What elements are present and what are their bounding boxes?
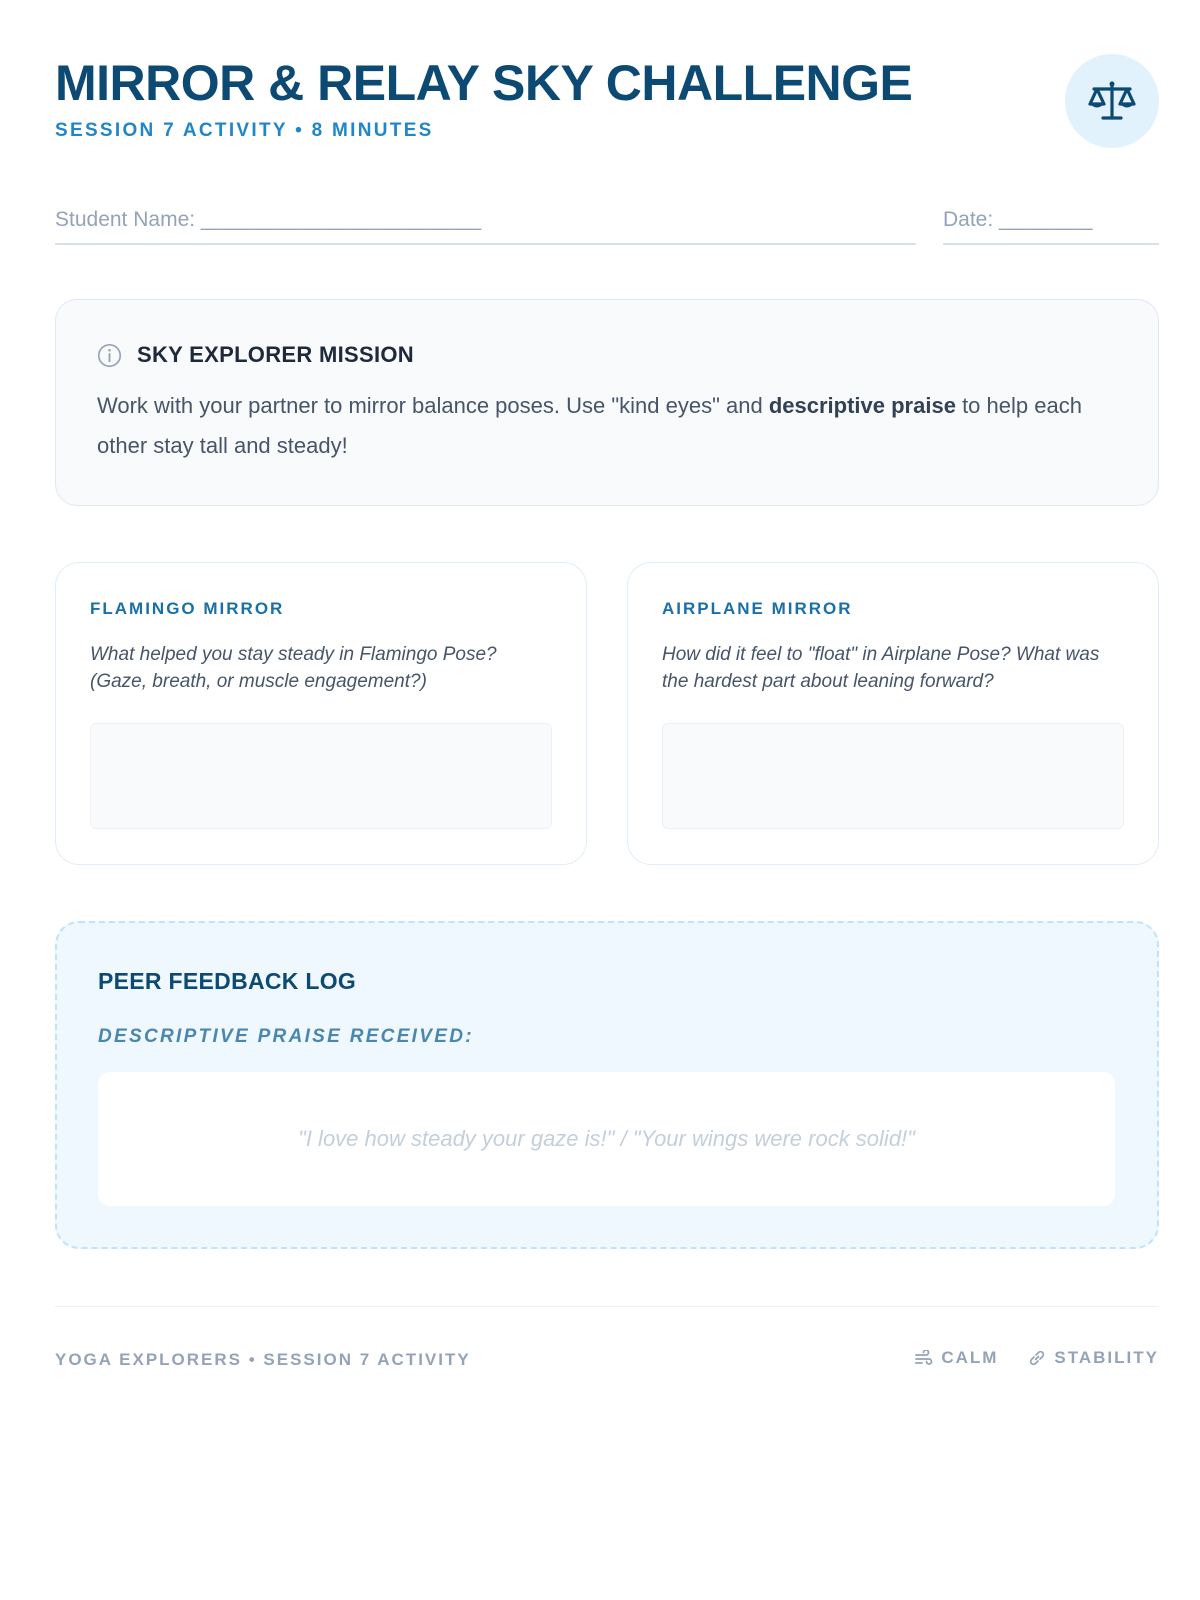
praise-placeholder: "I love how steady your gaze is!" / "Your wings were rock solid!" — [298, 1126, 915, 1151]
footer-divider — [55, 1306, 1159, 1307]
feedback-subtitle: DESCRIPTIVE PRAISE RECEIVED: — [98, 1026, 474, 1047]
info-icon — [97, 343, 122, 368]
date-field[interactable]: Date: ________ — [943, 205, 1159, 245]
student-name-field[interactable]: Student Name: ________________________ — [55, 205, 916, 245]
mission-text-emphasis: descriptive praise — [768, 393, 956, 418]
link-icon — [1028, 1349, 1046, 1367]
wind-icon — [915, 1350, 933, 1366]
footer-tags — [885, 1348, 1159, 1368]
logo-badge — [1065, 54, 1159, 148]
mission-title: SKY EXPLORER MISSION — [137, 342, 414, 367]
mission-text — [97, 386, 1107, 466]
card-prompt: How did it feel to "float" in Airplane Pose? What was the hardest part about leaning forward? — [662, 644, 1100, 692]
page-subtitle: SESSION 7 ACTIVITY • 8 MINUTES — [55, 120, 434, 141]
mission-card — [55, 299, 1159, 506]
mission-header — [97, 342, 414, 368]
airplane-mirror-card — [627, 562, 1159, 865]
balance-scale-icon — [1087, 78, 1137, 124]
praise-input-box[interactable] — [98, 1072, 1115, 1206]
tag-label: STABILITY — [1054, 1348, 1159, 1367]
airplane-answer-box[interactable] — [662, 723, 1124, 829]
card-prompt: What helped you stay steady in Flamingo Pose? (Gaze, breath, or muscle engagement?) — [90, 644, 497, 692]
stability-tag — [1028, 1348, 1159, 1368]
footer-text: YOGA EXPLORERS • SESSION 7 ACTIVITY — [55, 1350, 471, 1369]
card-label: AIRPLANE MIRROR — [662, 599, 853, 618]
flamingo-mirror-card — [55, 562, 587, 865]
card-label: FLAMINGO MIRROR — [90, 599, 285, 618]
mission-text-start: Work with your partner to mirror balance poses. Use "kind eyes" and — [97, 393, 769, 418]
mission-text-end: to help each other stay tall and steady! — [97, 393, 1082, 458]
peer-feedback-log — [55, 921, 1159, 1249]
page-title: MIRROR & RELAY SKY CHALLENGE — [55, 55, 913, 111]
calm-tag — [915, 1348, 998, 1368]
flamingo-answer-box[interactable] — [90, 723, 552, 829]
feedback-title: PEER FEEDBACK LOG — [98, 968, 357, 994]
tag-label: CALM — [941, 1348, 999, 1367]
